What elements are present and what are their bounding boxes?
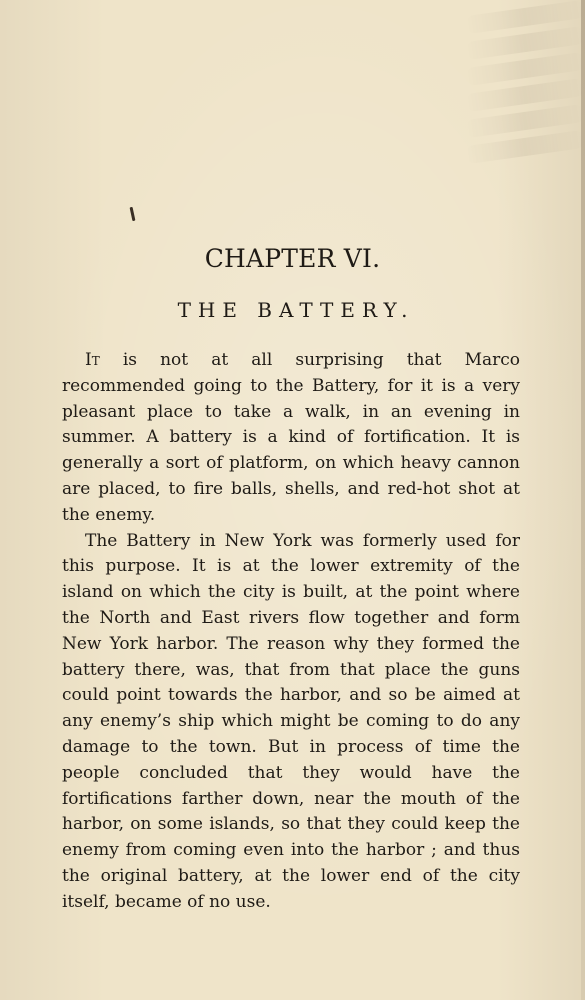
chapter-heading: CHAPTER VI. xyxy=(204,244,381,273)
body-text xyxy=(62,348,520,916)
paragraph-1 xyxy=(62,348,520,529)
paragraph-lead-word: It xyxy=(85,350,100,370)
show-through-text xyxy=(465,0,585,220)
paragraph-1-text: is not at all surprising that Marco recommended going to the Battery, for it is a very pleasant place to take a walk, in an evening in summer. A battery is a kind of fortification. It is generally a sort of platform, on which heavy cannon are placed, to fire balls, shells, and red-hot shot at the enemy. xyxy=(62,350,520,525)
page-edge-shadow xyxy=(581,0,585,1000)
paragraph-2: The Battery in New York was formerly used for this purpose. It is at the lower extremity of the island on which the city is built, at the point where the North and East rivers flow together and form New York harbor. The reason why they formed the battery there, was, that from that place the guns could point towards the harbor, and so be aimed at any enemy’s ship which might be coming to do any damage to the town. But in process of time the people concluded that they would have the fortifications farther down, near the mouth of the harbor, on some islands, so that they could keep the enemy from coming even into the harbor ; and thus the original battery, at the lower end of the city itself, became of no use. xyxy=(62,530,520,912)
ink-mark xyxy=(130,207,136,221)
section-title: THE BATTERY. xyxy=(177,298,415,322)
